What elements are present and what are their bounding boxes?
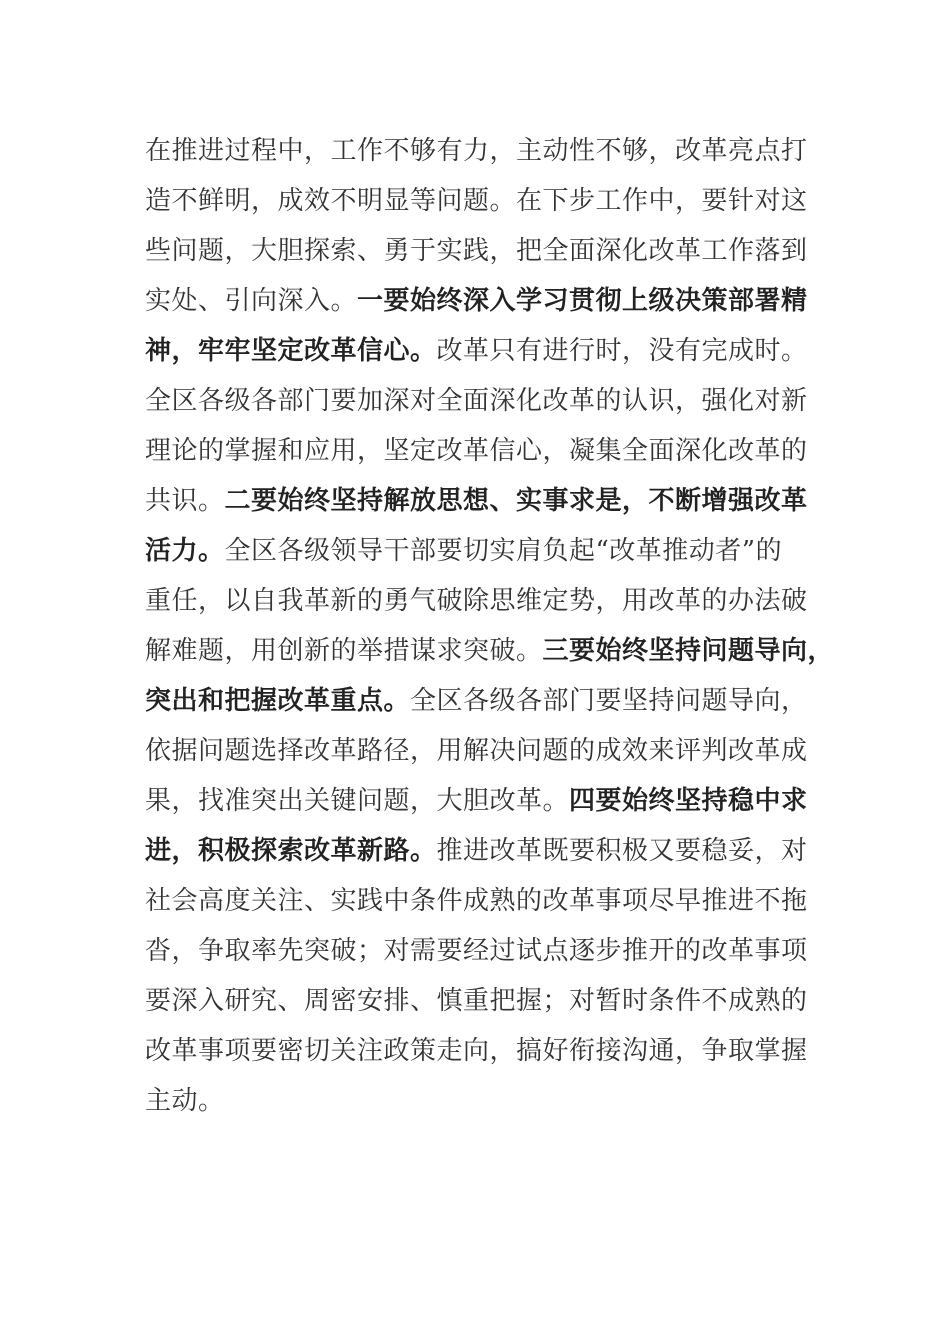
body-text: 些问题，大胆探索、勇于实践，把全面深化改革工作落到 [145, 236, 808, 266]
body-text: 改革只有进行时，没有完成时。 [436, 336, 808, 366]
text-line [145, 626, 835, 676]
text-line [145, 576, 825, 626]
text-line [145, 676, 825, 726]
body-text: 要深入研究、周密安排、慎重把握；对暂时条件不成熟的 [145, 986, 808, 1016]
text-line [145, 326, 825, 376]
body-text: 依据问题选择改革路径，用解决问题的成效来评判改革成 [145, 736, 808, 766]
text-line [145, 1026, 825, 1076]
body-text: 社会高度关注、实践中条件成熟的改革事项尽早推进不拖 [145, 886, 808, 916]
bold-heading-text: 活力。 [145, 536, 225, 566]
text-line [145, 776, 825, 826]
bold-heading-text: 二要始终坚持解放思想、实事求是，不断增强改革 [224, 486, 808, 516]
body-text: 实处、引向深入。 [145, 286, 358, 316]
body-text: 推进改革既要积极又要稳妥，对 [436, 836, 808, 866]
body-text: 改革事项要密切关注政策走向，搞好衔接沟通，争取掌握 [145, 1036, 808, 1066]
body-text: 在推进过程中，工作不够有力，主动性不够，改革亮点打 [145, 136, 808, 166]
bold-heading-text: 神，牢牢坚定改革信心。 [145, 336, 437, 366]
bold-heading-text: 三要始终坚持问题导向， [542, 636, 835, 666]
body-text: 主动。 [145, 1086, 225, 1116]
body-text: 解难题，用创新的举措谋求突破。 [145, 636, 543, 666]
bold-heading-text: 进，积极探索改革新路。 [145, 836, 437, 866]
bold-heading-text: 四要始终坚持稳中求 [569, 786, 808, 816]
body-paragraph [145, 126, 835, 1126]
body-text: 全区各级各部门要加深对全面深化改革的认识，强化对新 [145, 386, 808, 416]
body-text: 共识。 [145, 486, 225, 516]
body-text: 全区各级各部门要坚持问题导向， [410, 686, 808, 716]
text-line [145, 476, 825, 526]
body-text: 全区各级领导干部要切实肩负起“改革推动者”的 [224, 536, 783, 566]
body-text: 造不鲜明，成效不明显等问题。在下步工作中，要针对这 [145, 186, 808, 216]
bold-heading-text: 突出和把握改革重点。 [145, 686, 411, 716]
text-line [145, 176, 825, 226]
text-line [145, 726, 825, 776]
text-line [145, 1076, 825, 1126]
text-line [145, 126, 825, 176]
body-text: 沓，争取率先突破；对需要经过试点逐步推开的改革事项 [145, 936, 808, 966]
text-line [145, 226, 825, 276]
bold-heading-text: 一要始终深入学习贯彻上级决策部署精 [357, 286, 808, 316]
text-line [145, 926, 825, 976]
text-line [145, 826, 825, 876]
text-line [145, 276, 825, 326]
body-text: 果，找准突出关键问题，大胆改革。 [145, 786, 570, 816]
text-line [145, 526, 825, 576]
text-line [145, 976, 825, 1026]
text-line [145, 426, 825, 476]
text-line [145, 876, 825, 926]
text-line [145, 376, 825, 426]
body-text: 重任，以自我革新的勇气破除思维定势，用改革的办法破 [145, 586, 808, 616]
body-text: 理论的掌握和应用，坚定改革信心，凝集全面深化改革的 [145, 436, 808, 466]
